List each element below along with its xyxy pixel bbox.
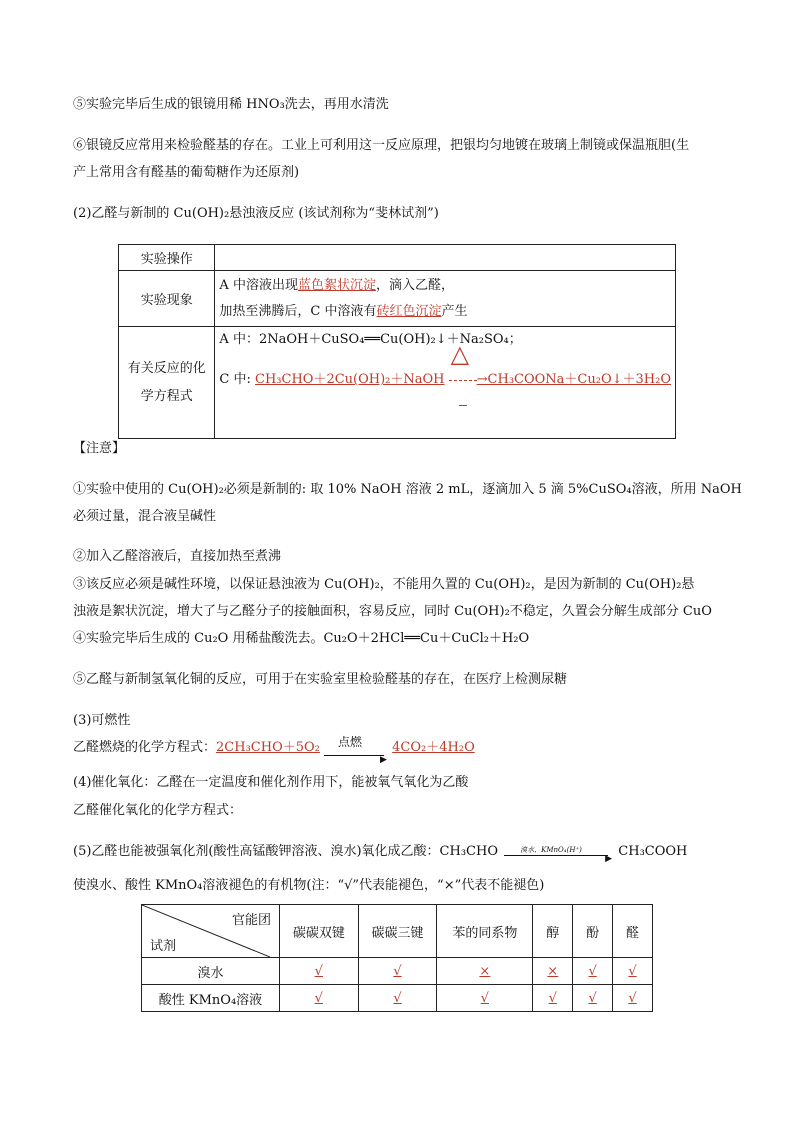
mark-cell: √ (573, 985, 613, 1012)
mark-cell: √ (279, 958, 358, 985)
catalytic-equation-label: 乙醛催化氧化的化学方程式： (73, 803, 243, 818)
phen-a-pre: A 中溶液出现 (219, 277, 298, 293)
section-5-prefix: (5)乙醛也能被强氧化剂(酸性高锰酸钾溶液、溴水)氧化成乙酸：CH₃CHO (73, 844, 498, 859)
note-4: ④实验完毕后生成的 Cu₂O 用稀盐酸洗去。Cu₂O＋2HCl══Cu＋CuCl₂＋H₂O (73, 631, 530, 646)
mark-cell: √ (358, 985, 437, 1012)
mark-cell: √ (613, 985, 653, 1012)
heat-icon: △ (450, 340, 470, 368)
note-5-silver: ⑤实验完毕后生成的银镜用稀 HNO₃洗去，再用水清洗 (73, 97, 389, 112)
combustion-equation (73, 735, 475, 765)
mark-cell: × (437, 958, 533, 985)
decolor-intro: 使溴水、酸性 KMnO₄溶液褪色的有机物(注：“√”代表能褪色，“×”代表不能褪色) (73, 878, 545, 893)
arrow-head-icon: ▶ (380, 755, 387, 765)
row-equation-label (119, 327, 215, 439)
combustion-right: 4CO₂＋4H₂O (392, 740, 475, 755)
header-cell: 碳碳三键 (358, 905, 437, 958)
arrow-head-icon: ▶ (605, 854, 613, 864)
corner-top-label: 官能团 (231, 913, 271, 928)
section-5-heading (73, 843, 688, 864)
row-operation-value (215, 245, 676, 271)
eq-label-a: 有关反应的化 (127, 360, 206, 376)
equation-c-prefix: C 中: (219, 372, 256, 387)
row-label: 酸性 KMnO₄溶液 (142, 985, 280, 1012)
note-title: 【注意】 (73, 441, 126, 456)
row-operation-label: 实验操作 (119, 245, 215, 271)
section-4-heading: (4)催化氧化：乙醛在一定温度和催化剂作用下，能被氧气氧化为乙酸 (73, 775, 469, 790)
mark-cell: √ (613, 958, 653, 985)
fehling-table (118, 244, 676, 439)
header-cell: 碳碳双键 (279, 905, 358, 958)
mark-cell: √ (437, 985, 533, 1012)
table-row (142, 958, 653, 985)
corner-bottom-label: 试剂 (150, 939, 177, 954)
mark-cell: √ (533, 985, 573, 1012)
table-row (142, 985, 653, 1012)
section-3-heading: (3)可燃性 (73, 713, 131, 728)
header-cell: 醛 (613, 905, 653, 958)
phen-a-red: 蓝色絮状沉淀 (297, 277, 376, 293)
phen-a-post: ，滴入乙醛， (375, 277, 454, 293)
note-6-line1: ⑥银镜反应常用来检验醛基的存在。工业上可利用这一反应原理，把银均匀地镀在玻璃上制镜或保温瓶胆(生 (73, 138, 690, 153)
row-equation-value (215, 327, 676, 439)
mark-cell: √ (573, 958, 613, 985)
note-2: ②加入乙醛溶液后，直接加热至煮沸 (73, 549, 282, 564)
mark-cell: √ (279, 985, 358, 1012)
note-1-line2: 必须过量，混合液呈碱性 (73, 509, 217, 524)
combustion-condition: 点燃 (338, 735, 363, 749)
phen-b-pre: 加热至沸腾后，C 中溶液有 (219, 303, 377, 319)
header-cell: 苯的同系物 (437, 905, 533, 958)
equation-a: A 中：2NaOH＋CuSO₄══Cu(OH)₂↓＋Na₂SO₄； (219, 332, 522, 347)
mark-cell: √ (358, 958, 437, 985)
header-corner (142, 905, 280, 958)
combustion-left: 2CH₃CHO＋5O₂ (216, 740, 320, 755)
header-cell: 醇 (533, 905, 573, 958)
phen-b-post: 产生 (441, 303, 468, 319)
note-6-line2: 产上常用含有醛基的葡萄糖作为还原剂) (73, 165, 300, 180)
section-2-heading: (2)乙醛与新制的 Cu(OH)₂悬浊液反应 (该试剂称为“斐林试剂”) (73, 206, 439, 221)
section-5-product: CH₃COOH (618, 844, 688, 859)
oxidant-condition: 溴水、KMnO₄(H⁺) (520, 846, 582, 854)
equation-c-left: CH₃CHO＋2Cu(OH)₂＋NaOH (255, 372, 445, 387)
equation-c-right: →CH₃COONa＋Cu₂O↓＋3H₂O (476, 372, 671, 387)
note-5: ⑤乙醛与新制氢氧化铜的反应，可用于在实验室里检验醛基的存在，在医疗上检测尿糖 (73, 672, 568, 687)
eq-label-b: 学方程式 (140, 388, 193, 404)
header-cell: 酚 (573, 905, 613, 958)
row-label: 溴水 (142, 958, 280, 985)
note-1-line1: ①实验中使用的 Cu(OH)₂必须是新制的: 取 10% NaOH 溶液 2 mL，逐滴加入 5 滴 5%CuSO₄溶液，所用 NaOH (73, 482, 742, 497)
phen-b-red: 砖红色沉淀 (376, 303, 442, 319)
decolor-table (141, 904, 653, 1012)
row-phenomenon-label: 实验现象 (119, 271, 215, 327)
mark-cell: × (533, 958, 573, 985)
note-3-line2: 浊液是絮状沉淀，增大了与乙醛分子的接触面积，容易反应，同时 Cu(OH)₂不稳定，久置会分解生成部分 CuO (73, 604, 712, 619)
row-phenomenon-value (215, 271, 676, 327)
note-3-line1: ③该反应必须是碱性环境，以保证悬浊液为 Cu(OH)₂，不能用久置的 Cu(OH)₂，是因为新制的 Cu(OH)₂悬 (73, 577, 695, 592)
combustion-prefix: 乙醛燃烧的化学方程式： (73, 740, 217, 755)
